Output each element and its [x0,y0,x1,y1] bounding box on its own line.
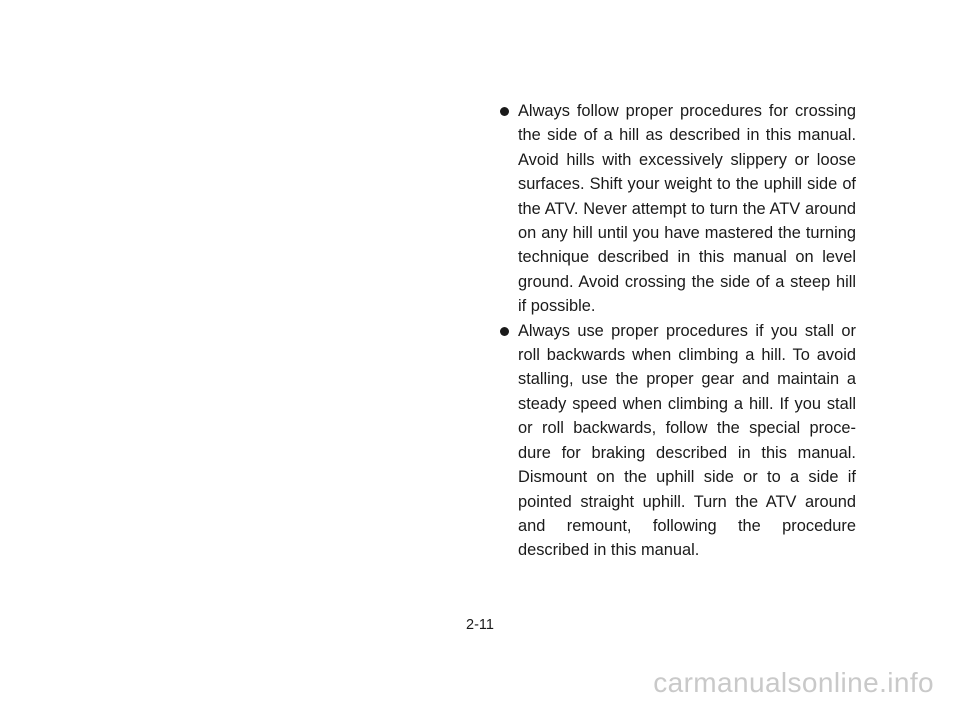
bullet-text: Always follow proper procedures for crossing the side of a hill as described in this manual. Avoid hills with excessively slippery or loose surfaces. Shift your weight to the uphill side of the ATV. Never attempt to turn the ATV around on any hill until you have mastered the turning technique described in this manual on level ground. Avoid crossing the side of a steep hill if possible. [518,102,856,316]
page-number: 2-11 [466,617,494,633]
bullet-dot-icon [500,107,509,116]
bullet-item [496,99,856,319]
content-column [496,99,856,563]
watermark: carmanualsonline.info [653,667,934,698]
bullet-text: Always use proper procedures if you stall or roll backwards when climbing a hill. To avoid stalling, use the proper gear and maintain a steady speed when climbing a hill. If you stall or roll backwards, follow the special proce-dure for braking described in this manual. Dismount on the uphill side or to a side if pointed straight uphill. Turn the ATV around and remount, following the procedure described in this manual. [518,321,856,560]
bullet-dot-icon [500,327,509,336]
bullet-item [496,319,856,563]
